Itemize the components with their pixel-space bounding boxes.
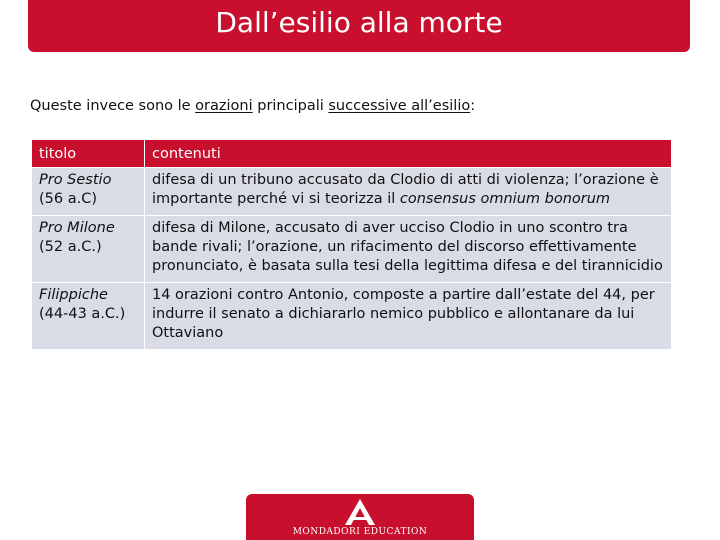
oration-date: (52 a.C.): [39, 239, 102, 255]
cell-content: [145, 216, 672, 283]
cell-title: [32, 283, 145, 350]
oration-name: Filippiche: [39, 287, 108, 303]
oration-name: Pro Sestio: [39, 172, 112, 188]
table-header-row: [32, 140, 672, 168]
table-row: [32, 283, 672, 350]
intro-text: [30, 98, 475, 114]
cell-title: [32, 168, 145, 216]
footer-logo-bar: [246, 494, 474, 540]
oration-name: Pro Milone: [39, 220, 115, 236]
cell-content: [145, 168, 672, 216]
orations-table: [31, 139, 672, 350]
cell-title: [32, 216, 145, 283]
intro-emphasis-1: orazioni: [195, 98, 253, 114]
intro-part-3: :: [470, 98, 476, 114]
table-row: [32, 168, 672, 216]
page-title: Dall’esilio alla morte: [215, 6, 503, 39]
intro-part-2: principali: [252, 98, 329, 114]
column-header-titolo: titolo: [32, 140, 145, 168]
content-text: difesa di Milone, accusato di aver ucciso Clodio in uno scontro tra bande rivali; l’orazione, un rifacimento del discorso effettivamente pronunciato, è basata sulla tesi della legittima difesa e del tirannicidio: [152, 220, 663, 274]
content-emphasis: consensus omnium bonorum: [399, 191, 611, 207]
intro-emphasis-2: successive all’esilio: [328, 98, 471, 114]
footer-logo-text: MONDADORI EDUCATION: [292, 527, 428, 537]
oration-date: (56 a.C): [39, 191, 97, 207]
title-bar: [28, 0, 690, 52]
content-text: 14 orazioni contro Antonio, composte a partire dall’estate del 44, per indurre il senato a dichiararlo nemico pubblico e allontanare da lui Ottaviano: [152, 287, 655, 341]
intro-part-1: Queste invece sono le: [30, 98, 196, 114]
column-header-contenuti: contenuti: [145, 140, 672, 168]
table-row: [32, 216, 672, 283]
mondadori-logo-icon: [342, 498, 378, 526]
oration-date: (44-43 a.C.): [39, 306, 126, 322]
content-text: difesa di un tribuno accusato da Clodio di atti di violenza; l’orazione è importante perché vi si teorizza il: [152, 172, 659, 207]
cell-content: [145, 283, 672, 350]
